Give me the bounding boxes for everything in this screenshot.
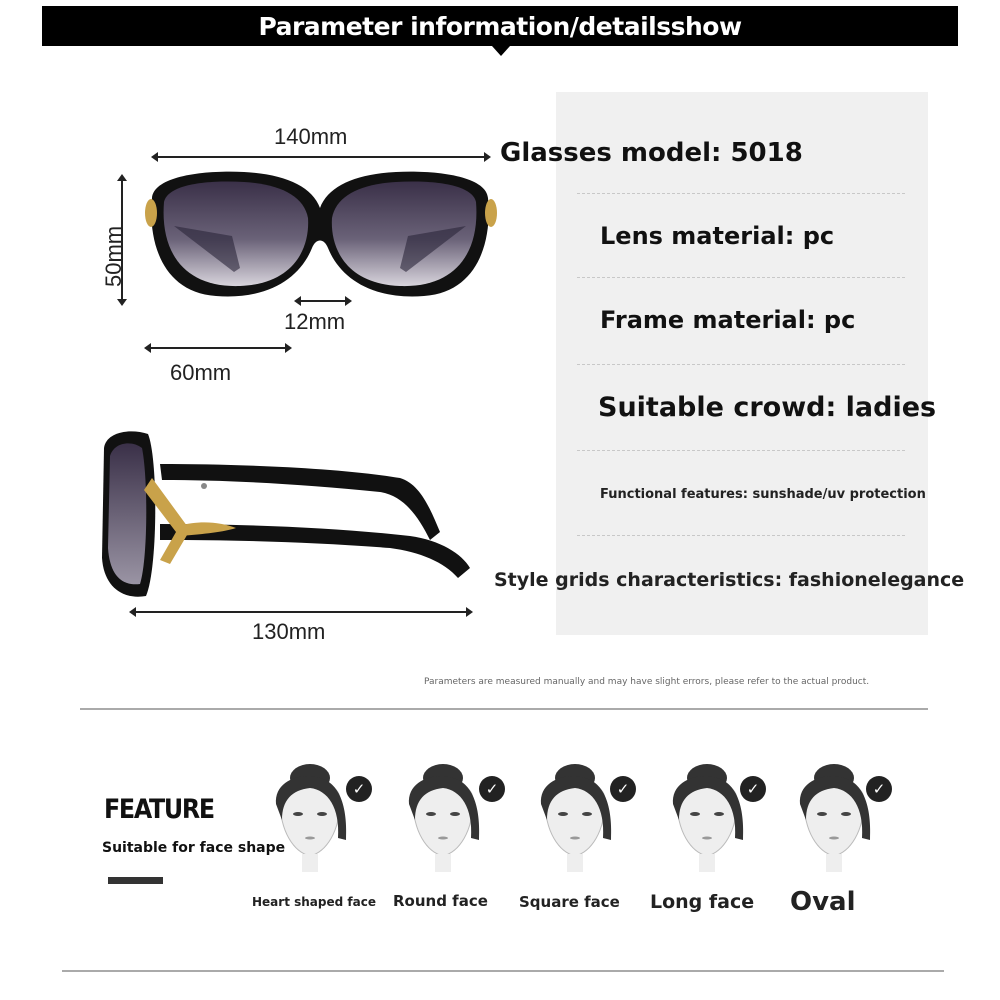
face-label-long: Long face xyxy=(650,891,755,913)
header-pointer-arrow xyxy=(492,46,510,56)
spec-style: Style grids characteristics: fashionelegance xyxy=(494,569,965,591)
face-label-square: Square face xyxy=(519,893,620,911)
glasses-side-view-image xyxy=(100,428,480,603)
section-divider xyxy=(80,708,928,710)
spec-model: Glasses model: 5018 xyxy=(500,138,803,168)
total-width-label: 140mm xyxy=(274,124,348,149)
check-icon: ✓ xyxy=(610,776,636,802)
spec-divider xyxy=(577,364,905,365)
feature-subtitle: Suitable for face shape xyxy=(102,840,286,856)
lens-width-dimension-arrow xyxy=(146,347,290,349)
bridge-width-label: 12mm xyxy=(284,309,346,334)
lens-width-label: 60mm xyxy=(170,360,232,385)
check-icon: ✓ xyxy=(740,776,766,802)
spec-divider xyxy=(577,535,905,536)
temple-dimension-arrow xyxy=(131,611,471,613)
header-title: Parameter information/detailsshow xyxy=(258,11,742,41)
check-icon: ✓ xyxy=(346,776,372,802)
width-dimension-arrow xyxy=(153,156,489,158)
spec-divider xyxy=(577,277,905,278)
face-label-heart: Heart shaped face xyxy=(252,895,376,909)
spec-divider xyxy=(577,450,905,451)
glasses-front-view-image xyxy=(144,168,500,308)
spec-divider xyxy=(577,193,905,194)
face-label-oval: Oval xyxy=(790,887,856,917)
bottom-divider xyxy=(62,970,944,972)
check-icon: ✓ xyxy=(479,776,505,802)
spec-lens-material: Lens material: pc xyxy=(600,222,835,250)
spec-frame-material: Frame material: pc xyxy=(600,306,856,334)
header-banner xyxy=(42,6,958,46)
disclaimer-text: Parameters are measured manually and may have slight errors, please refer to the actual product. xyxy=(424,677,870,687)
temple-length-label: 130mm xyxy=(252,619,326,644)
spec-functional-features: Functional features: sunshade/uv protection xyxy=(600,487,926,502)
spec-suitable-crowd: Suitable crowd: ladies xyxy=(598,392,937,423)
bridge-dimension-arrow xyxy=(296,300,350,302)
feature-accent-bar xyxy=(108,877,163,884)
face-label-round: Round face xyxy=(393,892,488,910)
feature-title: FEATURE xyxy=(104,794,214,825)
lens-height-label: 50mm xyxy=(101,225,126,287)
check-icon: ✓ xyxy=(866,776,892,802)
